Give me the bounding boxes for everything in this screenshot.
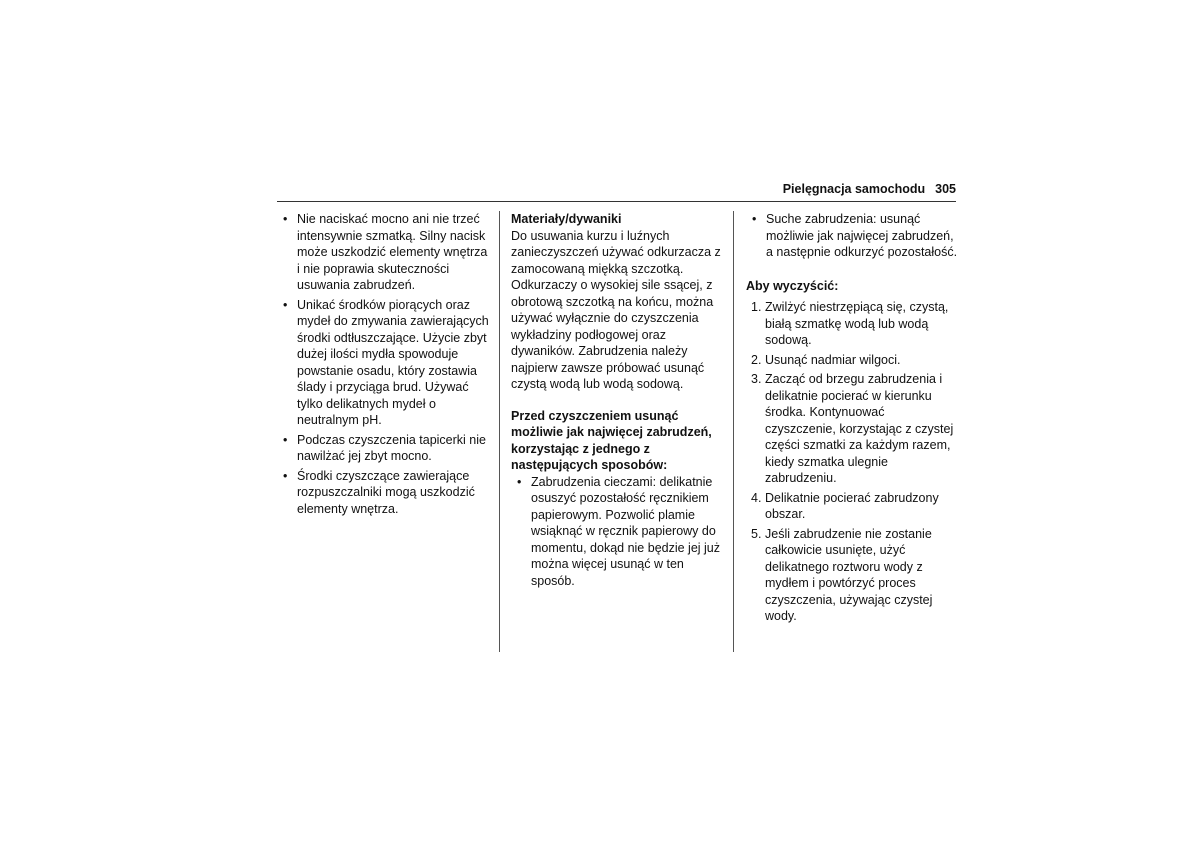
list-item: • Unikać środków piorących oraz mydeł do zmywania zawierających środki odtłuszczające. Użycie zbyt dużej ilości mydła spowoduje powstanie osadu, który zostawia ślady i przyciąga brud. Używać tylko delikatnych mydeł o neutralnym pH. (283, 297, 489, 427)
section-heading: Materiały/dywaniki (511, 212, 622, 226)
column-divider-1 (499, 211, 500, 652)
bullet-icon: • (517, 474, 522, 489)
bullet-icon: • (283, 468, 288, 483)
list-item: 4. Delikatnie pocierać zabrudzony obszar. (751, 490, 939, 521)
page-number: 305 (935, 182, 956, 196)
paragraph: Do usuwania kurzu i luźnych zanieczyszczeń używać odkurzacza z zamocowaną miękką szczotką. Odkurzaczy o wysokiej sile ssącej, z obrotową szczotką na końcu, można używać wyłącznie do czyszczenia wykładziny podłogowej oraz dywaników. Zabrudzenia należy najpierw zawsze próbować usunąć czystą wodą lub wodą sodową. (511, 228, 721, 391)
list-item: • Suche zabrudzenia: usunąć możliwie jak najwięcej zabrudzeń, a następnie odkurzyć pozostałość. (752, 212, 958, 259)
section-subheading: Przed czyszczeniem usunąć możliwie jak najwięcej zabrudzeń, korzystając z jednego z następujących sposobów: (511, 408, 712, 472)
column-divider-2 (733, 211, 734, 652)
list-item: • Podczas czyszczenia tapicerki nie nawilżać jej zbyt mocno. (283, 432, 486, 463)
list-item: 1. Zwilżyć niestrzępiącą się, czystą, białą szmatkę wodą lub wodą sodową. (751, 300, 949, 347)
list-item: 5. Jeśli zabrudzenie nie zostanie całkowicie usunięte, użyć delikatnego roztworu wody z mydłem i powtórzyć proces czyszczenia, używając czystej wody. (751, 526, 933, 623)
bullet-icon: • (283, 212, 288, 226)
column-1 (283, 211, 493, 520)
bullet-list (511, 474, 723, 590)
list-item: • Nie naciskać mocno ani nie trzeć intensywnie szmatką. Silny nacisk może uszkodzić elementy wnętrza i nie poprawia skuteczności usuwania zabrudzeń. (283, 212, 488, 292)
list-item: • Zabrudzenia cieczami: delikatnie osuszyć pozostałość ręcznikiem papierowym. Pozwolić plamie wsiąknąć w ręcznik papierowy do momentu, dokąd nie będzie jej już można więcej usunąć w ten sposób. (517, 474, 721, 588)
bullet-list (283, 211, 493, 517)
bullet-list (746, 211, 958, 261)
list-item: 2. Usunąć nadmiar wilgoci. (751, 352, 901, 367)
section-heading: Aby wyczyścić: (746, 278, 839, 293)
section-title: Pielęgnacja samochodu (782, 182, 926, 196)
column-3 (746, 211, 958, 628)
bullet-icon: • (283, 432, 288, 447)
page-header (277, 182, 956, 196)
header-rule (277, 201, 956, 202)
column-2 (511, 211, 723, 592)
numbered-list (746, 299, 958, 625)
list-item: 3. Zacząć od brzegu zabrudzenia i delikatnie pocierać w kierunku środka. Kontynuować czyszczenie, korzystając z czystej części szmatki za każdym razem, kiedy szmatka ulegnie zabrudzeniu. (751, 372, 954, 485)
list-item: • Środki czyszczące zawierające rozpuszczalniki mogą uszkodzić elementy wnętrza. (283, 468, 475, 516)
bullet-icon: • (752, 212, 757, 226)
bullet-icon: • (283, 297, 288, 312)
